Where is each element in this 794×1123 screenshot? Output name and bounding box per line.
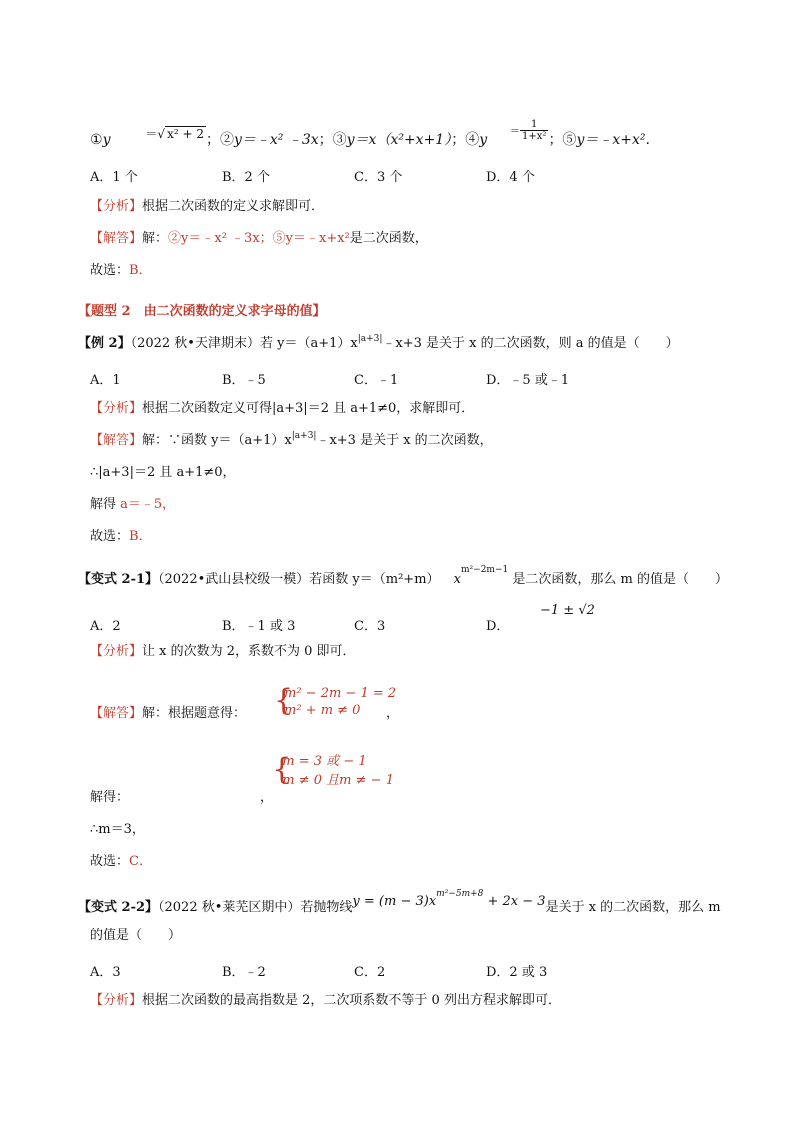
q1-items-line: ①y ＝√ x² + 2 ；②y＝﹣x² ﹣3x；③y＝x（x²+x+1）；④y ＝ $\frac{1}{\text{1+x²}}$ ；⑤y＝﹣x+x². [90,118,650,148]
equation-system-2: { m = 3 或 − 1 m ≠ 0 且m ≠ − 1 [272,752,394,788]
option-d[interactable]: D．2 或 3 [486,965,548,980]
option-b[interactable]: B．﹣5 [222,373,266,388]
option-d-value: −1 ± √2 [540,603,595,618]
option-a[interactable]: A．1 [90,373,121,388]
q1-choice: 故选：B． [90,263,152,278]
option-a[interactable]: A．2 [90,619,121,634]
variant-2-2-stem-cont: 的值是（ ） [90,928,182,943]
variant-2-1-analysis: 【分析】让 x 的次数为 2，系数不为 0 即可． [90,644,356,659]
option-a[interactable]: A．1 个 [90,170,138,185]
section-title: 【题型 2 由二次函数的定义求字母的值】 [78,304,326,319]
variant-2-1-choice: 故选：C． [90,854,152,869]
equation-system-1: { m² − 2m − 1 = 2 m² + m ≠ 0 [274,683,397,718]
example-2-analysis: 【分析】根据二次函数定义可得|a+3|＝2 且 a+1≠0，求解即可． [90,401,475,416]
variant-2-1-stem: 【变式 2-1】（2022•武山县校级一模）若函数 y＝（m²+m） $x^{m^2-2m-1}$ 是二次函数，那么 m 的值是（ ） [78,564,728,587]
option-c[interactable]: C．2 [354,965,386,980]
option-d[interactable]: D． [486,619,510,634]
variant-2-1-solve-label: 解得： [90,790,130,805]
example-2-answer: 【解答】解：∵函数 $y=(a+1)x^{|a+3|}﹣x+3$ 是关于 x 的二次函数， [90,430,493,448]
comma: ， [386,706,400,721]
variant-2-1-answer: 【解答】解：根据题意得： [90,706,247,721]
option-a[interactable]: A．3 [90,965,121,980]
example-2-stem: 【例 2】（2022 秋•天津期末）若 $y=(a+1)x^{|a+3|}﹣x+3$ 是关于 x 的二次函数，则 a 的值是（ ） [78,333,679,351]
q1-answer: 【解答】解：②y＝﹣x² ﹣3x；⑤y＝﹣x+x²是二次函数， [90,231,428,246]
example-2-condition: ∴|a+3|＝2 且 a+1≠0， [90,465,236,480]
option-c[interactable]: C．3 个 [354,170,403,185]
variant-2-2-stem: 【变式 2-2】（2022 秋•莱芜区期中）若抛物线$y = (m - 3)x^{m^2-5m+8} + 2x - 3$是关于 x 的二次函数，那么 m [78,888,721,915]
option-d[interactable]: D．﹣5 或﹣1 [486,373,570,388]
variant-2-1-therefore: ∴m＝3， [90,822,145,837]
example-2-solution: 解得 a＝﹣5， [90,497,176,512]
fraction: $\frac{1}{\text{1+x²}}$ [522,118,547,142]
option-b[interactable]: B．﹣1 或 3 [222,619,296,634]
sqrt-expression: √ x² + 2 [157,127,204,141]
example-2-choice: 故选：B． [90,529,152,544]
option-c[interactable]: C．3 [354,619,386,634]
q1-analysis: 【分析】根据二次函数的定义求解即可． [90,199,325,214]
option-c[interactable]: C．﹣1 [354,373,399,388]
comma: ， [260,790,274,805]
option-b[interactable]: B．2 个 [222,170,270,185]
option-d[interactable]: D．4 个 [486,170,535,185]
variant-2-2-analysis: 【分析】根据二次函数的最高指数是 2，二次项系数不等于 0 列出方程求解即可． [90,993,561,1008]
option-b[interactable]: B．﹣2 [222,965,266,980]
